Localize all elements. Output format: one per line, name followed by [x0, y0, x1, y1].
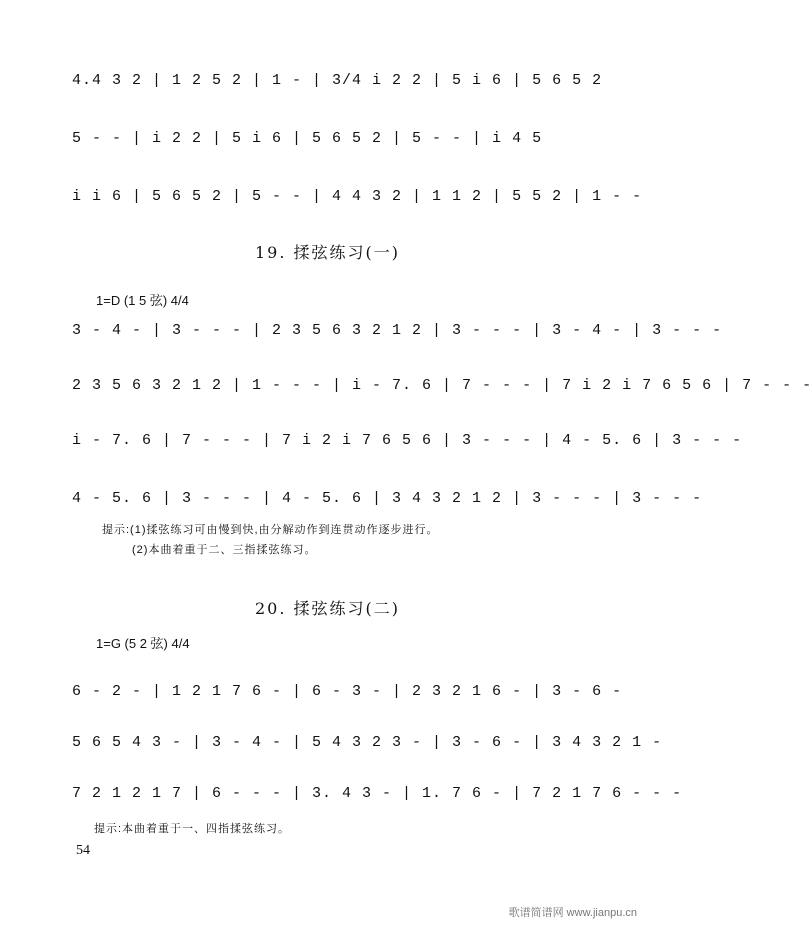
exercise-title-19: 19. 揉弦练习(一)	[254, 243, 401, 262]
score-line: i - 7. 6 | 7 - - - | 7 i 2 i 7 6 5 6 | 3 - - - | 4 - 5. 6 | 3 - - -	[72, 432, 743, 449]
key-signature: 1=G (5 2 弦) 4/4	[96, 636, 190, 651]
tip-text: 提示:本曲着重于一、四指揉弦练习。	[94, 823, 291, 835]
tip-text: 提示:(1)揉弦练习可由慢到快,由分解动作到连贯动作逐步进行。	[102, 524, 439, 536]
score-line: 6 - 2 - | 1 2 1 7 6 - | 6 - 3 - | 2 3 2 1 6 - | 3 - 6 -	[72, 683, 623, 700]
score-line: 5 - - | i 2 2 | 5 i 6 | 5 6 5 2 | 5 - - | i 4 5	[72, 130, 543, 147]
score-line: 4 - 5. 6 | 3 - - - | 4 - 5. 6 | 3 4 3 2 1 2 | 3 - - - | 3 - - -	[72, 490, 703, 507]
page-number: 54	[76, 843, 90, 858]
score-line: i i 6 | 5 6 5 2 | 5 - - | 4 4 3 2 | 1 1 2 | 5 5 2 | 1 - -	[72, 188, 643, 205]
score-line: 7 2 1 2 1 7 | 6 - - - | 3. 4 3 - | 1. 7 6 - | 7 2 1 7 6 - - -	[72, 785, 683, 802]
score-line: 4.4 3 2 | 1 2 5 2 | 1 - | 3/4 i 2 2 | 5 i 6 | 5 6 5 2	[72, 72, 603, 89]
score-line: 3 - 4 - | 3 - - - | 2 3 5 6 3 2 1 2 | 3 - - - | 3 - 4 - | 3 - - -	[72, 322, 723, 339]
watermark: 歌谱简谱网 www.jianpu.cn	[508, 907, 637, 919]
tip-text: (2)本曲着重于二、三指揉弦练习。	[132, 544, 317, 556]
score-line: 5 6 5 4 3 - | 3 - 4 - | 5 4 3 2 3 - | 3 - 6 - | 3 4 3 2 1 -	[72, 734, 663, 751]
key-signature: 1=D (1 5 弦) 4/4	[96, 293, 189, 308]
exercise-title-20: 20. 揉弦练习(二)	[254, 599, 401, 618]
score-line: 2 3 5 6 3 2 1 2 | 1 - - - | i - 7. 6 | 7 - - - | 7 i 2 i 7 6 5 6 | 7 - - -	[72, 377, 812, 394]
